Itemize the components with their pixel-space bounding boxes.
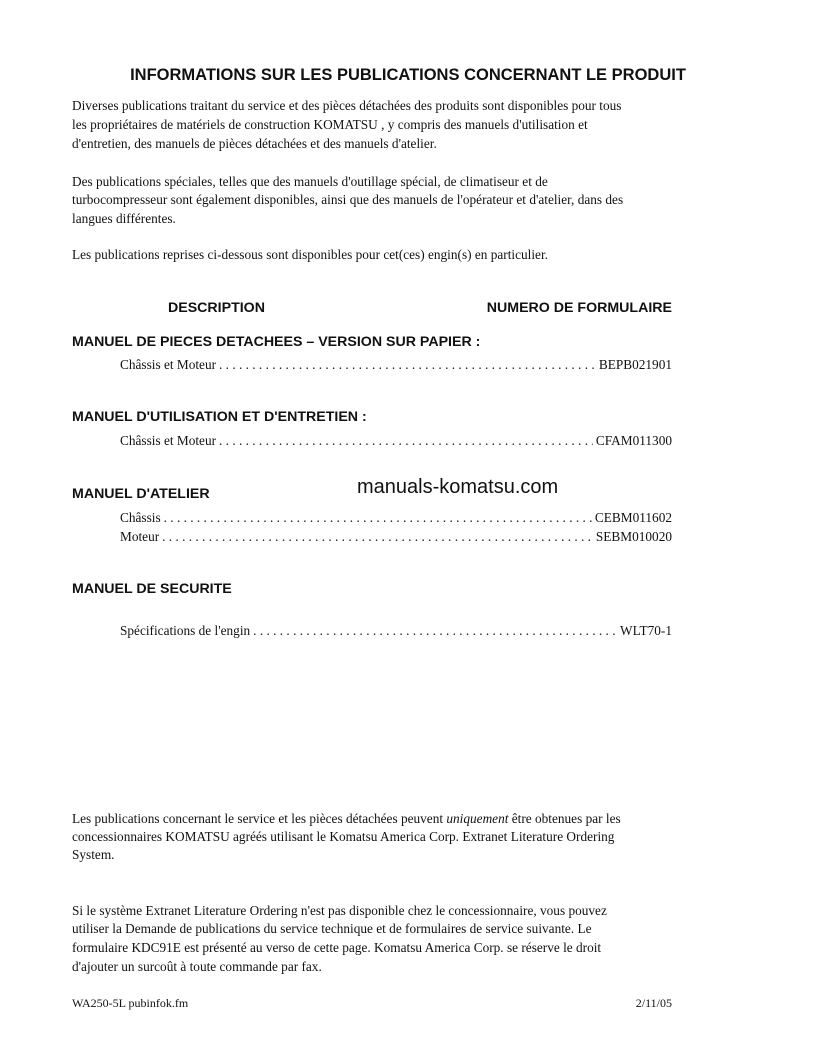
entry-label: Châssis et Moteur (120, 433, 217, 448)
closing-text: être obtenues par les (508, 811, 621, 826)
section-title: MANUEL D'ATELIER (72, 486, 210, 502)
intro-line: Diverses publications traitant du service et des pièces détachées des produits sont disponibles pour tous (72, 98, 622, 113)
entry-number: BEPB021901 (598, 357, 672, 372)
watermark: manuals-komatsu.com (357, 476, 559, 498)
entry-number: CFAM011300 (595, 433, 672, 448)
entry-number: SEBM010020 (595, 529, 672, 544)
closing-line: System. (72, 847, 115, 862)
entry-label: Châssis et Moteur (120, 357, 217, 372)
entry-label: Châssis (120, 510, 161, 525)
intro-line: Des publications spéciales, telles que des manuels d'outillage spécial, de climatiseur et de (72, 174, 548, 189)
closing-line: d'ajouter un surcoût à toute commande par fax. (72, 959, 322, 974)
footer-filename: WA250-5L pubinfok.fm (72, 996, 189, 1010)
publication-entry (120, 623, 672, 639)
page-title: INFORMATIONS SUR LES PUBLICATIONS CONCERNANT LE PRODUIT (130, 66, 686, 84)
section-title: MANUEL DE SECURITE (72, 581, 232, 597)
intro-line: turbocompresseur sont également disponibles, ainsi que des manuels de l'opérateur et d'atelier, dans des (72, 192, 624, 207)
entry-number: WLT70-1 (620, 623, 672, 638)
description-header: DESCRIPTION (168, 300, 265, 316)
publication-entry (120, 529, 672, 545)
closing-text: Les publications concernant le service et les pièces détachées peuvent (72, 811, 447, 826)
intro-line: d'entretien, des manuels de pièces détachées et des manuels d'atelier. (72, 136, 437, 151)
closing-line: Si le système Extranet Literature Ordering n'est pas disponible chez le concessionnaire, vous pouvez (72, 903, 607, 918)
section-title: MANUEL D'UTILISATION ET D'ENTRETIEN : (72, 409, 367, 425)
footer-date: 2/11/05 (635, 996, 672, 1010)
publication-entry (120, 357, 672, 373)
intro-line: les propriétaires de matériels de construction KOMATSU , y compris des manuels d'utilisation et (72, 117, 588, 132)
entry-label: Moteur (120, 529, 160, 544)
closing-line: formulaire KDC91E est présenté au verso de cette page. Komatsu America Corp. se réserve le droit (72, 940, 602, 955)
entry-label: Spécifications de l'engin (120, 623, 251, 638)
intro-line: Les publications reprises ci-dessous sont disponibles pour cet(ces) engin(s) en particulier. (72, 247, 548, 262)
section-title: MANUEL DE PIECES DETACHEES – VERSION SUR PAPIER : (72, 334, 481, 350)
form-number-header: NUMERO DE FORMULAIRE (486, 300, 672, 316)
closing-line: utiliser la Demande de publications du service technique et de formulaires de service suivante. Le (72, 921, 592, 936)
intro-line: langues différentes. (72, 211, 176, 226)
closing-line: concessionnaires KOMATSU agréés utilisant le Komatsu America Corp. Extranet Literature Ordering (72, 829, 615, 844)
publication-entry (120, 433, 672, 449)
publication-entry (120, 510, 672, 526)
entry-number: CEBM011602 (594, 510, 672, 525)
emphasis-text: uniquement (446, 811, 509, 826)
closing-line (72, 811, 621, 827)
